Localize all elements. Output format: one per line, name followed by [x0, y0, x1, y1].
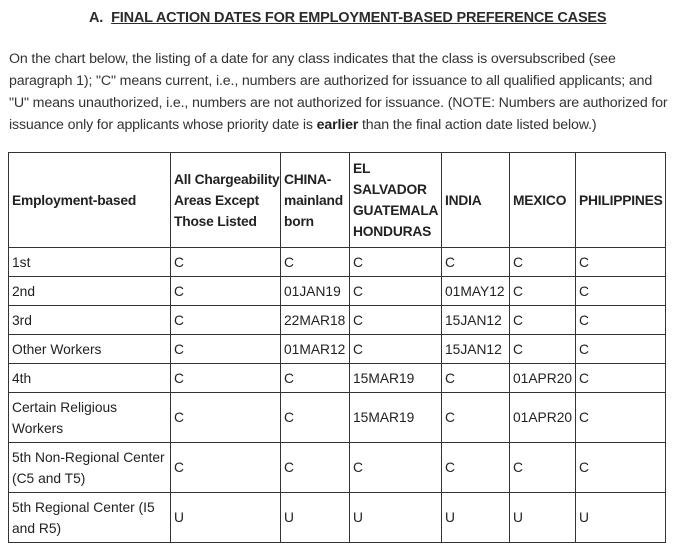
table-cell: 15JAN12 — [442, 306, 510, 335]
table-cell: U — [171, 493, 281, 543]
table-cell: 15JAN12 — [442, 335, 510, 364]
table-row — [9, 493, 666, 543]
table-cell: C — [576, 443, 666, 493]
table-cell: C — [171, 306, 281, 335]
table-cell: 5th Regional Center (I5 and R5) — [9, 493, 171, 543]
table-row — [9, 335, 666, 364]
table-row — [9, 306, 666, 335]
table-header-row — [9, 153, 666, 248]
table-cell: 3rd — [9, 306, 171, 335]
table-cell: C — [442, 443, 510, 493]
table-cell: C — [171, 443, 281, 493]
table-cell: C — [350, 335, 442, 364]
column-header: CHINA-mainland born — [281, 153, 350, 248]
table-cell: C — [442, 364, 510, 393]
table-cell: 01APR20 — [510, 364, 576, 393]
table-cell: C — [171, 393, 281, 443]
table-cell: C — [350, 443, 442, 493]
intro-text-2: than the final action date listed below.) — [358, 117, 597, 133]
table-cell: C — [171, 335, 281, 364]
table-cell: C — [442, 393, 510, 443]
table-cell: C — [350, 248, 442, 277]
table-cell: Other Workers — [9, 335, 171, 364]
table-cell: 2nd — [9, 277, 171, 306]
table-cell: C — [510, 443, 576, 493]
table-cell: C — [171, 277, 281, 306]
final-action-dates-table — [8, 152, 666, 543]
table-cell: 5th Non-Regional Center (C5 and T5) — [9, 443, 171, 493]
table-row — [9, 277, 666, 306]
table-cell: C — [576, 335, 666, 364]
table-cell: C — [350, 277, 442, 306]
section-letter: A. — [89, 10, 104, 26]
table-cell: 15MAR19 — [350, 364, 442, 393]
table-cell: U — [510, 493, 576, 543]
table-row — [9, 393, 666, 443]
table-cell: C — [350, 306, 442, 335]
table-cell: C — [576, 306, 666, 335]
table-cell: C — [510, 306, 576, 335]
column-header: EL SALVADOR GUATEMALA HONDURAS — [350, 153, 442, 248]
column-header: All Chargeability Areas Except Those Listed — [171, 153, 281, 248]
table-cell: U — [576, 493, 666, 543]
table-cell: 01MAR12 — [281, 335, 350, 364]
table-cell: C — [281, 248, 350, 277]
intro-paragraph — [9, 48, 669, 136]
table-cell: C — [510, 277, 576, 306]
table-cell: 4th — [9, 364, 171, 393]
table-row — [9, 364, 666, 393]
table-cell: 01JAN19 — [281, 277, 350, 306]
table-cell: C — [576, 393, 666, 443]
column-header: MEXICO — [510, 153, 576, 248]
column-header: INDIA — [442, 153, 510, 248]
table-cell: U — [442, 493, 510, 543]
section-title — [89, 10, 606, 26]
section-heading: FINAL ACTION DATES FOR EMPLOYMENT-BASED PREFERENCE CASES — [111, 10, 607, 26]
table-cell: C — [576, 364, 666, 393]
table-cell: C — [281, 364, 350, 393]
table-cell: Certain Religious Workers — [9, 393, 171, 443]
table-cell: C — [281, 393, 350, 443]
table-cell: 15MAR19 — [350, 393, 442, 443]
table-cell: U — [350, 493, 442, 543]
table-cell: C — [510, 248, 576, 277]
table-cell: C — [576, 277, 666, 306]
table-cell: C — [171, 248, 281, 277]
intro-text-1: On the chart below, the listing of a date for any class indicates that the class is oversubscribed (see paragraph 1); "C" means current, i.e., numbers are authorized for issuance to all qualified applicants; and "U" means unauthorized, i.e., numbers are not authorized for issuance. (NOTE: Numbers are authorized for issuance only for applicants whose priority date is — [9, 51, 668, 133]
table-cell: 1st — [9, 248, 171, 277]
table-cell: U — [281, 493, 350, 543]
table-cell: C — [442, 248, 510, 277]
table-cell: C — [510, 335, 576, 364]
table-cell: 01APR20 — [510, 393, 576, 443]
table-row — [9, 443, 666, 493]
intro-emphasis: earlier — [316, 117, 359, 133]
column-header: Employment-based — [9, 153, 171, 248]
column-header: PHILIPPINES — [576, 153, 666, 248]
table-cell: C — [576, 248, 666, 277]
table-row — [9, 248, 666, 277]
table-cell: 01MAY12 — [442, 277, 510, 306]
table-cell: 22MAR18 — [281, 306, 350, 335]
table-cell: C — [171, 364, 281, 393]
table-cell: C — [281, 443, 350, 493]
